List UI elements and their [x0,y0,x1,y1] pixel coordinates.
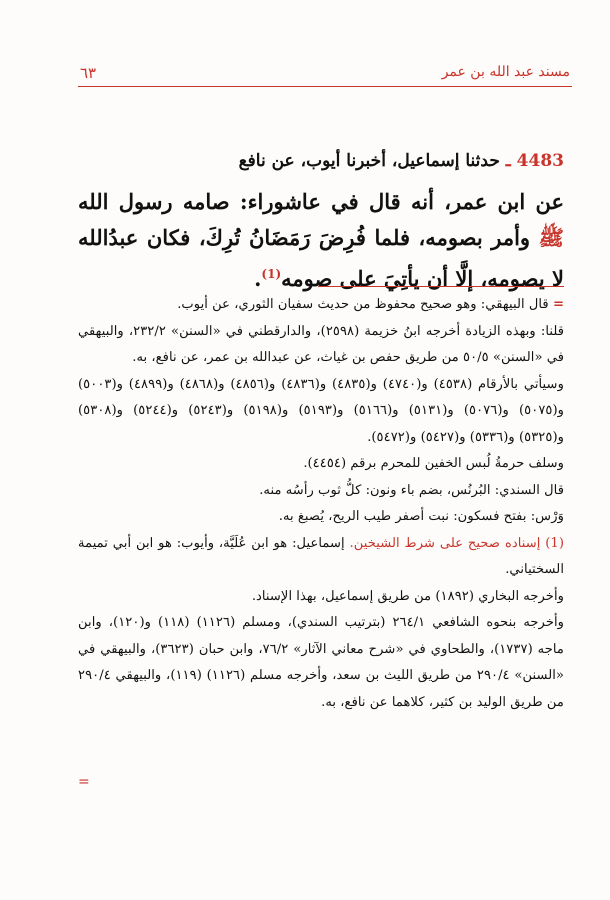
note-paragraph [78,292,564,319]
salawat-symbol: ﷺ [538,225,564,250]
note-paragraph: قلنا: وبهذه الزيادة أخرجه ابنُ خزيمة (٢٥٩٨)، والدارقطني في «السنن» ٢٣٢/٢، والبيهقي في «السنن» ٥٠/٥ من طريق حفص بن غياث، عن عبدالله بن عمر، عن نافع، به. [78,323,565,365]
footnote-verdict: إسناده صحيح على شرط الشيخين. [349,535,541,551]
footnote-text: إسماعيل: هو ابن عُلَيَّة، وأيوب: هو ابن أبي تميمة السختياني. [78,535,564,577]
note-text: قال البيهقي: وهو صحيح محفوظ من حديث سفيان الثوري، عن أيوب. [177,297,549,312]
continuation-mark-end: = [78,774,90,790]
footnotes [78,292,564,716]
hadith-end: . [254,266,262,291]
note-paragraph: وسيأتي بالأرقام (٤٥٣٨) و(٤٧٤٠) و(٤٨٣٥) و(٤٨٣٦) و(٤٨٥٦) و(٤٨٦٨) و(٤٨٩٩) و(٥٠٠٣) و(٥٠٧٥) و(٥٠٧٦) و(٥١٣١) و(٥١٦٦) و(٥١٩٣) و(٥١٩٨) و(٥٢٤٣) و(٥٢٤٤) و(٥٣٠٨) و(٥٣٢٥) و(٥٣٣٦) و(٥٤٢٧) و(٥٤٧٢). [78,376,565,445]
note-paragraph: وَرْس: بفتح فسكون: نبت أصفر طيب الريح، يُصبغ به. [278,509,564,524]
continuation-mark: = [552,297,564,312]
footnote-number: (1) [545,535,564,551]
hadith-text-part2: وأمر بصومه، فلما فُرِضَ رَمَضَانُ تُرِكَ، فكان عبدُالله لا يصومه، إلَّا أن يأتِيَ على صومه [78,225,564,291]
page-number: ٦٣ [80,64,97,82]
note-paragraph: وأخرجه بنحوه الشافعي ٢٦٤/١ (بترتيب السندي)، ومسلم (١١٢٦) (١١٨) و(١٢٠)، وابن ماجه (١٧٣٧)، والطحاوي في «شرح معاني الآثار» ٧٦/٢، وابن حبان (٣٦٢٣)، والبيهقي في «السنن» ٢٩٠/٤ من طريق الليث بن سعد، وأخرجه مسلم (١١٢٦) (١١٩)، والبيهقي ٢٩٠/٤ من طريق الوليد بن كثير، كلاهما عن نافع، به. [78,615,565,710]
page-header [78,56,572,87]
running-title: مسند عبد الله بن عمر [441,64,570,80]
note-paragraph: وسلف حرمةُ لُبس الخفين للمحرم برقم (٤٤٥٤). [303,456,564,471]
hadith-text [78,184,564,297]
hadith-chain-line [78,148,564,174]
hadith-number-dash: ـ [505,151,511,171]
hadith-text-part1: عن ابن عمر، أنه قال في عاشوراء: صامه رسول الله [78,189,564,214]
hadith-block [78,148,564,297]
footnote-reference: (1) [261,267,282,281]
hadith-chain: حدثنا إسماعيل، أخبرنا أيوب، عن نافع [238,151,500,171]
hadith-number: 4483 [516,151,564,171]
note-paragraph: وأخرجه البخاري (١٨٩٢) من طريق إسماعيل، بهذا الإسناد. [251,588,564,604]
footnote-separator [318,286,564,287]
footnote-1 [78,531,564,584]
note-paragraph: قال السندي: البُرنُس، بضم باء ونون: كلُّ ثوب رأسُه منه. [259,482,564,498]
